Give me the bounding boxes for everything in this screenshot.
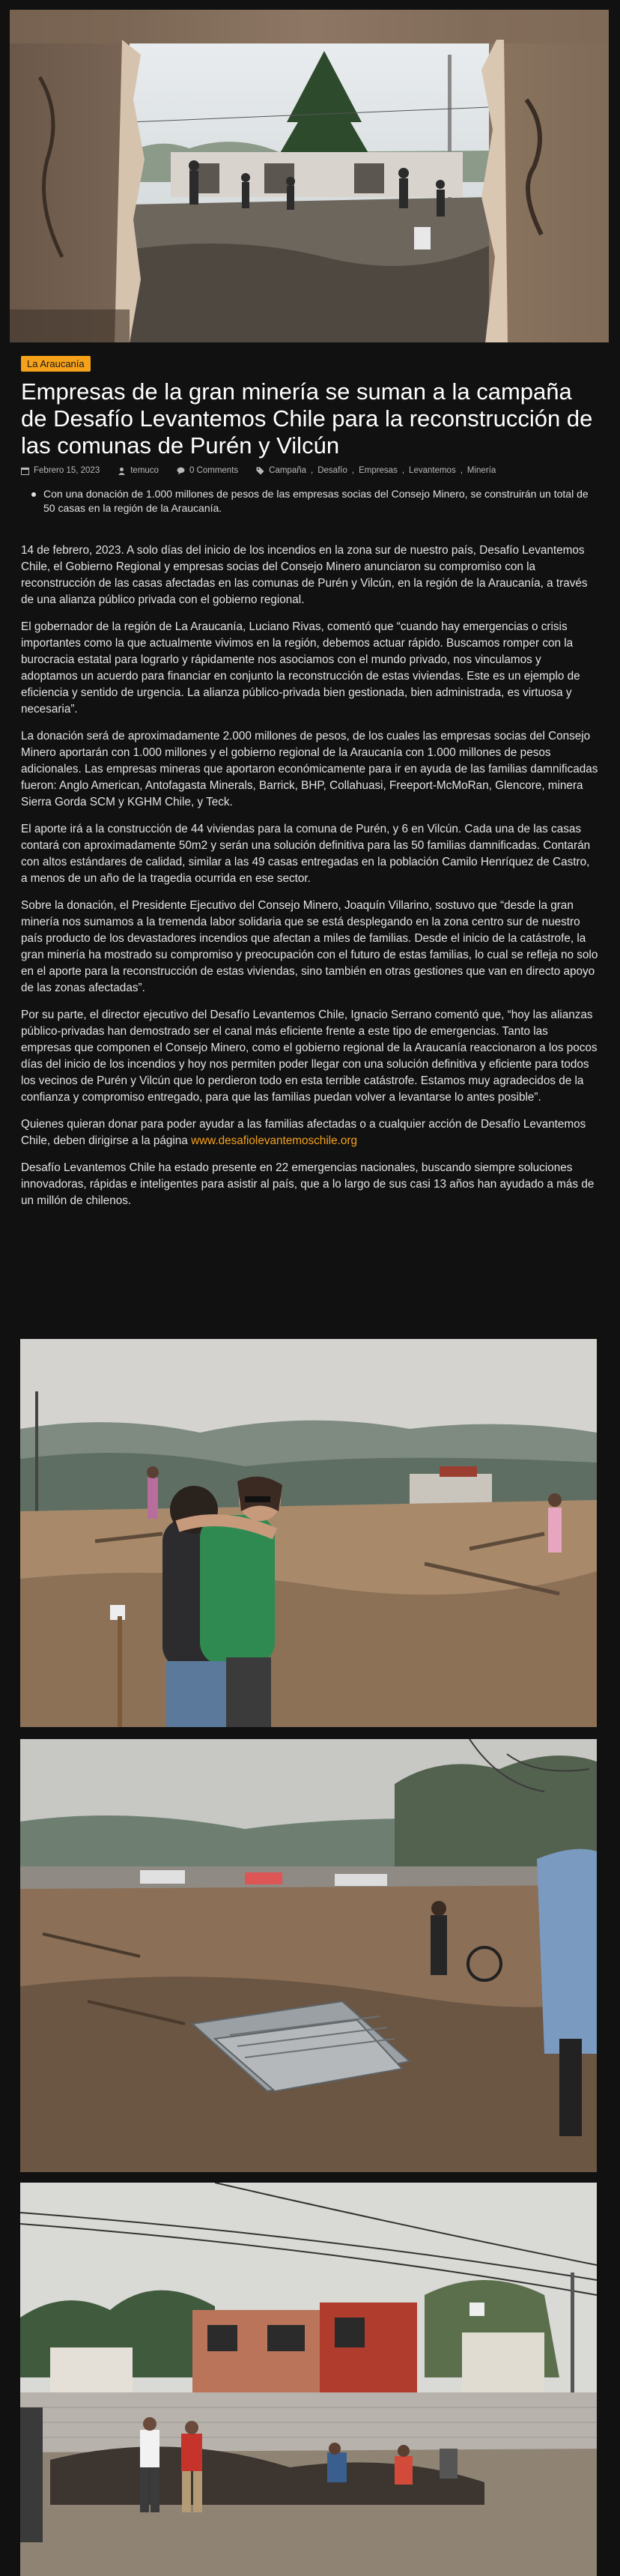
hero-image: [10, 10, 609, 342]
donate-link[interactable]: www.desafiolevantemoschile.org: [191, 1134, 357, 1147]
tag-link[interactable]: Minería: [466, 466, 496, 475]
tag-link[interactable]: Desafío: [317, 466, 347, 475]
comment-icon: [177, 467, 185, 475]
photo-volunteers: [20, 2183, 597, 2576]
tag-icon: [256, 467, 264, 475]
paragraph: 14 de febrero, 2023. A solo días del inicio de los incendios en la zona sur de nuestro país, Desafío Levantemos Chile, el Gobierno Regional y empresas socias del Consejo Minero anunciaron su compromiso con la reconstrucción de las casas afectadas en las comunas de Purén y Vilcún, en la región de la Araucanía, a través de una alianza público privada con el gobierno regional.: [21, 544, 588, 606]
paragraph: El gobernador de la región de La Araucanía, Luciano Rivas, comentó que “cuando hay emergencias o crisis importantes como la que actualmente vivimos en la región, debemos actuar rápido. Buscamos romper con la burocracia estatal para lograrlo y rápidamente nos asociamos con el mundo privado, nos vinculamos y adoptamos un acuerdo para financiar en conjunto la reconstrucción de estas viviendas. Este es un ejemplo de eficiencia y sentido de urgencia. La alianza público-privada bien gestionada, bien administrada, es virtuosa y necesaria”.: [21, 620, 580, 716]
tag-link[interactable]: Campaña: [269, 466, 307, 475]
paragraph: La donación será de aproximadamente 2.000 millones de pesos, de los cuales las empresas socias del Consejo Minero aportarán con 1.000 millones y el gobierno regional de la Araucanía con 1.000 millones de pesos adicionales. Las empresas mineras que aportaron económicamente para ir en ayuda de las familias damnificadas fueron: Anglo American, Antofagasta Minerals, Barrick, BHP, Collahuasi, Freeport-McMoRan, Glencore, minera Sierra Gorda SCM y KGHM Chile, y Teck.: [21, 730, 598, 808]
article-title: Empresas de la gran minería se suman a la campaña de Desafío Levantemos Chile para la reconstrucción de las comunas de Purén y Vilcún: [21, 378, 593, 459]
paragraph: Desafío Levantemos Chile ha estado presente en 22 emergencias nacionales, buscando siempre soluciones innovadoras, rápidas e inteligentes para asistir al país, que a lo largo de sus casi 13 años han ayudado a más de un millón de chilenos.: [21, 1161, 595, 1207]
photo-hug: [20, 1339, 597, 1727]
article-meta: Febrero 15, 2023 temuco 0 Comments Campaña , Desafío , Empresas , Levantemos , Minería: [21, 466, 605, 475]
comments-link[interactable]: 0 Comments: [189, 466, 239, 475]
donate-paragraph: [21, 1116, 599, 1149]
category-tag[interactable]: La Araucanía: [21, 356, 91, 372]
user-icon: [118, 467, 126, 475]
post-date: Febrero 15, 2023: [34, 466, 100, 475]
paragraph: El aporte irá a la construcción de 44 viviendas para la comuna de Purén, y 6 en Vilcún. Cada una de las casas contará con aproximadamente 50m2 y serán una solución definitiva para las 50 familias damnificadas. Contarán con altos estándares de calidad, similar a las 49 casas entregadas en la población Camilo Henríquez de Castro, a menos de un año de la tragedia ocurrida en ese sector.: [21, 823, 591, 885]
article-body: [21, 542, 599, 1220]
photo-burnt-land: [20, 1739, 597, 2172]
tag-link[interactable]: Empresas: [359, 466, 398, 475]
paragraph: Por su parte, el director ejecutivo del Desafío Levantemos Chile, Ignacio Serrano comentó que, “hoy las alianzas público-privadas han demostrado ser el canal más eficiente frente a este tipo de emergencias. Tanto las empresas que componen el Consejo Minero, como el gobierno regional de la Araucanía reaccionaron a los pocos días del inicio de los incendios y hoy nos permiten poder llegar con una solución definitiva y eficiente para todos los vecinos de Purén y Vilcún que lo perdieron todo en esta terrible catástrofe. Estamos muy agradecidos de la confianza y compromiso entregado, para que las familias puedan volver a levantarse lo antes posible”.: [21, 1009, 598, 1104]
tag-link[interactable]: Levantemos: [409, 466, 456, 475]
summary-item: Con una donación de 1.000 millones de pesos de las empresas socias del Consejo Minero, se construirán un total de 50 casas en la región de la Araucanía.: [28, 487, 598, 515]
paragraph: Sobre la donación, el Presidente Ejecutivo del Consejo Minero, Joaquín Villarino, sostuvo que “desde la gran minería nos sumamos a la tremenda labor solidaria que se está desplegando en la zona centro sur de nuestro país producto de los devastadores incendios que afectan a miles de familias. Desde el inicio de la catástrofe, la gran minería ha mostrado su compromiso y preocupación con el futuro de estas familias, lo cual se refleja no solo en el aporte para la reconstrucción de estas viviendas, sino también en otras gestiones que van en directo apoyo de las zonas afectadas”.: [21, 899, 598, 994]
donate-text: Quienes quieran donar para poder ayudar a las familias afectadas o a cualquier acción de Desafío Levantemos Chile, deben dirigirse a la página: [21, 1118, 586, 1147]
calendar-icon: [21, 467, 29, 475]
post-author-link[interactable]: temuco: [130, 466, 159, 475]
article-summary: [28, 487, 598, 515]
